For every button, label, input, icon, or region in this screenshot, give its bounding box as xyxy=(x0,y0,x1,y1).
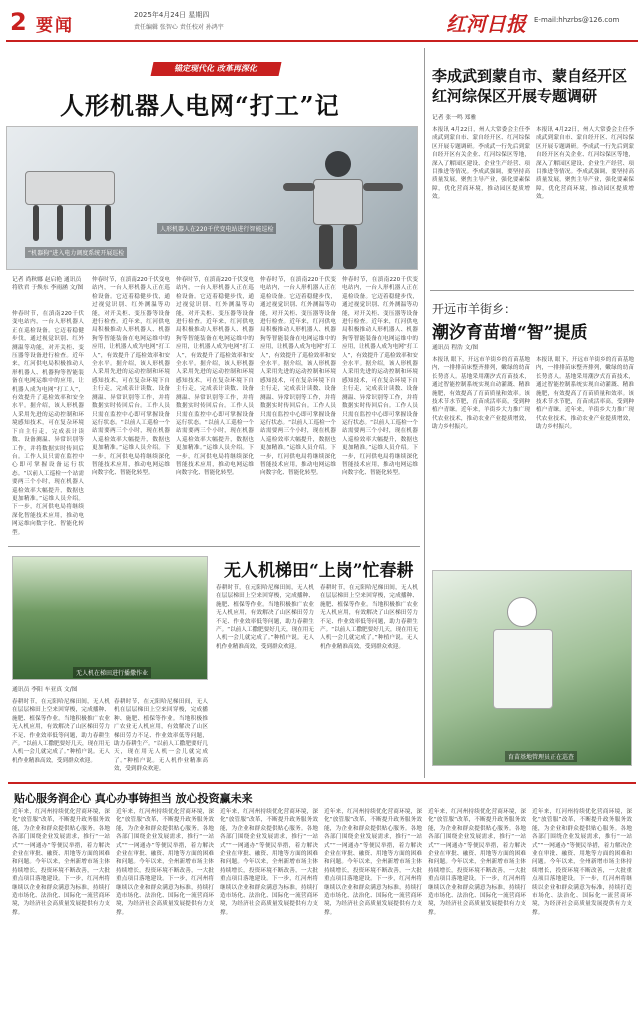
lead-body-col2: 仲春时节，在滇南220千伏变电站内，一台人形机器人正在巡检设备。它迈着稳健步伐，通过视觉识别、红外测温等功能，对开关柜、变压器等设备进行检查。近年来，红河供电局积极推动人形机器人、机器狗等智能装备在电网运维中的应用，让机器人成为电网“打工人”，有效提升了巡检效率和安全水平。据介绍，该人形机器人采用先进的运动控制和环境感知技术，可在复杂环境下自主行走，完成表计读数、设备测温、异常识别等工作，并将数据实时传回后台。工作人员只需在监控中心即可掌握设备运行状态。“以前人工巡检一个站需要两三个小时，现在机器人巡检效率大幅提升，数据也更加精准。”运维人员介绍。下一步，红河供电局将继续深化智能技术应用，推动电网运维向数字化、智能化转型。 xyxy=(92,277,170,477)
issue-date: 2025年4月24日 星期四 xyxy=(134,11,210,19)
ladder-body-col4: 春耕时节，在元阳哈尼梯田间，无人机在层层梯田上空来回穿梭，完成播种、施肥、植保等作业。当地积极推广农业无人机应用，有效解决了山区梯田劳力不足、作业效率低等问题，助力春耕生产。“以前人工撒肥要好几天，现在用无人机一会儿就完成了。”种植户说。无人机作业精准高效，受到群众欢迎。 xyxy=(320,585,418,650)
ladder-headline[interactable]: 无人机梯田“上岗”忙春耕 xyxy=(224,561,414,581)
right-top-body-col1: 本报讯 4月22日，州人大常委会主任李成武到蒙自市、蒙自经开区、红河综保区开展专题调研。李成武一行先后到蒙自经开区有关企业、红河综保区等地，深入了解园区建设、企业生产经营、项目推进等情况。李成武强调，要坚持高质量发展，聚焦主导产业，强化要素保障，优化营商环境，推动园区提质增效。 xyxy=(432,127,530,201)
ladder-body-col2: 春耕时节，在元阳哈尼梯田间，无人机在层层梯田上空来回穿梭，完成播种、施肥、植保等作业。当地积极推广农业无人机应用，有效解决了山区梯田劳力不足、作业效率低等问题，助力春耕生产。“以前人工撒肥要好几天，现在用无人机一会儿就完成了。”种植户说。无人机作业精准高效，受到群众欢迎。 xyxy=(114,699,208,773)
right-mid-headline[interactable]: 潮汐育苗增“智”提质 xyxy=(432,323,588,343)
terrace-photo-caption: 无人机在梯田进行播撒作业 xyxy=(73,667,151,678)
right-mid-body-col1: 本报讯 眼下，开远市羊街乡的育苗基地内，一排排苗床整齐排列，嫩绿的幼苗长势喜人。基地采用潮汐式育苗技术，通过智能控制系统实现自动灌溉、精准施肥，有效提高了育苗质量和效率。该技术节水节肥，育苗成活率高，受到种植户青睐。近年来，羊街乡大力推广现代农业技术，推动农业产业提质增效，助力乡村振兴。 xyxy=(432,357,530,431)
bottom-body-col2: 近年来，红河州持续优化营商环境，深化“放管服”改革，不断提升政务服务效能，为企业和群众提供贴心服务。各地各部门围绕企业发展需求，推行“一站式”“一网通办”等便民举措，着力解决企业在审批、融资、用地等方面的困难和问题。今年以来，全州新增市场主体持续增长，投资环境不断改善，一大批重点项目落地建设。下一步，红河州将继续以企业和群众满意为标准，持续打造市场化、法治化、国际化一流营商环境，为经济社会高质量发展提供有力支撑。 xyxy=(116,809,214,916)
lead-body-col5: 仲春时节，在滇南220千伏变电站内，一台人形机器人正在巡检设备。它迈着稳健步伐，通过视觉识别、红外测温等功能，对开关柜、变压器等设备进行检查。近年来，红河供电局积极推动人形机器人、机器狗等智能装备在电网运维中的应用，让机器人成为电网“打工人”，有效提升了巡检效率和安全水平。据介绍，该人形机器人采用先进的运动控制和环境感知技术，可在复杂环境下自主行走，完成表计读数、设备测温、异常识别等工作，并将数据实时传回后台。工作人员只需在监控中心即可掌握设备运行状态。“以前人工巡检一个站需要两三个小时，现在机器人巡检效率大幅提升，数据也更加精准。”运维人员介绍。下一步，红河供电局将继续深化智能技术应用，推动电网运维向数字化、智能化转型。 xyxy=(342,277,418,477)
lead-byline: 记者 尚秋娜 赵启艳 通讯员 将欣君 于焕东 李雨涵 文/图 xyxy=(12,277,84,292)
bottom-body-col5: 近年来，红河州持续优化营商环境，深化“放管服”改革，不断提升政务服务效能，为企业和群众提供贴心服务。各地各部门围绕企业发展需求，推行“一站式”“一网通办”等便民举措，着力解决企业在审批、融资、用地等方面的困难和问题。今年以来，全州新增市场主体持续增长，投资环境不断改善，一大批重点项目落地建设。下一步，红河州将继续以企业和群众满意为标准，持续打造市场化、法治化、国际化一流营商环境，为经济社会高质量发展提供有力支撑。 xyxy=(428,809,526,916)
newspaper-logo: 红河日报 xyxy=(446,12,526,36)
humanoid-robot-icon xyxy=(325,151,351,177)
lead-photo-caption-2: “机器狗”进入电力调度系统开展巡检 xyxy=(25,247,127,258)
bottom-headline[interactable]: 贴心服务润企心 真心办事铸担当 放心投资赢未来 xyxy=(14,792,253,805)
right-mid-kicker: 开远市羊街乡： xyxy=(432,302,517,316)
technician-icon xyxy=(507,597,537,627)
right-mid-byline: 通讯员 程浩 文/图 xyxy=(432,345,479,351)
bottom-body-col3: 近年来，红河州持续优化营商环境，深化“放管服”改革，不断提升政务服务效能，为企业和群众提供贴心服务。各地各部门围绕企业发展需求，推行“一站式”“一网通办”等便民举措，着力解决企业在审批、融资、用地等方面的困难和问题。今年以来，全州新增市场主体持续增长，投资环境不断改善，一大批重点项目落地建设。下一步，红河州将继续以企业和群众满意为标准，持续打造市场化、法治化、国际化一流营商环境，为经济社会高质量发展提供有力支撑。 xyxy=(220,809,318,916)
contact-email: E-mail:hhzrbs@126.com xyxy=(534,16,620,24)
robot-dog-icon xyxy=(25,171,115,205)
ladder-body-col3: 春耕时节，在元阳哈尼梯田间，无人机在层层梯田上空来回穿梭，完成播种、施肥、植保等作业。当地积极推广农业无人机应用，有效解决了山区梯田劳力不足、作业效率低等问题，助力春耕生产。“以前人工撒肥要好几天，现在用无人机一会儿就完成了。”种植户说。无人机作业精准高效，受到群众欢迎。 xyxy=(216,585,314,650)
right-top-headline[interactable]: 李成武到蒙自市、蒙自经开区红河综保区开展专题调研 xyxy=(432,67,628,105)
seedling-photo xyxy=(432,570,632,766)
terrace-photo xyxy=(12,556,208,680)
ladder-body-col1: 春耕时节，在元阳哈尼梯田间，无人机在层层梯田上空来回穿梭，完成播种、施肥、植保等作业。当地积极推广农业无人机应用，有效解决了山区梯田劳力不足、作业效率低等问题，助力春耕生产。“以前人工撒肥要好几天，现在用无人机一会儿就完成了。”种植户说。无人机作业精准高效，受到群众欢迎。 xyxy=(12,699,110,764)
lead-body-col1: 仲春时节，在滇南220千伏变电站内，一台人形机器人正在巡检设备。它迈着稳健步伐，通过视觉识别、红外测温等功能，对开关柜、变压器等设备进行检查。近年来，红河供电局积极推动人形机器人、机器狗等智能装备在电网运维中的应用，让机器人成为电网“打工人”，有效提升了巡检效率和安全水平。据介绍，该人形机器人采用先进的运动控制和环境感知技术，可在复杂环境下自主行走，完成表计读数、设备测温、异常识别等工作，并将数据实时传回后台。工作人员只需在监控中心即可掌握设备运行状态。“以前人工巡检一个站需要两三个小时，现在机器人巡检效率大幅提升，数据也更加精准。”运维人员介绍。下一步，红河供电局将继续深化智能技术应用，推动电网运维向数字化、智能化转型。 xyxy=(12,311,84,536)
seedling-photo-caption: 育苗基地管理员正在巡查 xyxy=(505,751,577,762)
ladder-byline: 通讯员 李阳 车亚真 文/图 xyxy=(12,687,78,693)
bottom-body-col1: 近年来，红河州持续优化营商环境，深化“放管服”改革，不断提升政务服务效能，为企业和群众提供贴心服务。各地各部门围绕企业发展需求，推行“一站式”“一网通办”等便民举措，着力解决企业在审批、融资、用地等方面的困难和问题。今年以来，全州新增市场主体持续增长，投资环境不断改善，一大批重点项目落地建设。下一步，红河州将继续以企业和群众满意为标准，持续打造市场化、法治化、国际化一流营商环境，为经济社会高质量发展提供有力支撑。 xyxy=(12,809,110,916)
right-mid-body-col2: 本报讯 眼下，开远市羊街乡的育苗基地内，一排排苗床整齐排列，嫩绿的幼苗长势喜人。基地采用潮汐式育苗技术，通过智能控制系统实现自动灌溉、精准施肥，有效提高了育苗质量和效率。该技术节水节肥，育苗成活率高，受到种植户青睐。近年来，羊街乡大力推广现代农业技术，推动农业产业提质增效，助力乡村振兴。 xyxy=(536,357,634,431)
lead-banner: 锚定现代化 改革再深化 xyxy=(151,62,282,76)
lead-body-col3: 仲春时节，在滇南220千伏变电站内，一台人形机器人正在巡检设备。它迈着稳健步伐，通过视觉识别、红外测温等功能，对开关柜、变压器等设备进行检查。近年来，红河供电局积极推动人形机器人、机器狗等智能装备在电网运维中的应用，让机器人成为电网“打工人”，有效提升了巡检效率和安全水平。据介绍，该人形机器人采用先进的运动控制和环境感知技术，可在复杂环境下自主行走，完成表计读数、设备测温、异常识别等工作，并将数据实时传回后台。工作人员只需在监控中心即可掌握设备运行状态。“以前人工巡检一个站需要两三个小时，现在机器人巡检效率大幅提升，数据也更加精准。”运维人员介绍。下一步，红河供电局将继续深化智能技术应用，推动电网运维向数字化、智能化转型。 xyxy=(176,277,254,477)
page-number: 2 xyxy=(10,8,27,36)
right-top-byline: 记者 张一鸣 郑雅 xyxy=(432,115,477,121)
lead-headline[interactable]: 人形机器人电网“打工”记 xyxy=(60,91,340,120)
bottom-body-col4: 近年来，红河州持续优化营商环境，深化“放管服”改革，不断提升政务服务效能，为企业和群众提供贴心服务。各地各部门围绕企业发展需求，推行“一站式”“一网通办”等便民举措，着力解决企业在审批、融资、用地等方面的困难和问题。今年以来，全州新增市场主体持续增长，投资环境不断改善，一大批重点项目落地建设。下一步，红河州将继续以企业和群众满意为标准，持续打造市场化、法治化、国际化一流营商环境，为经济社会高质量发展提供有力支撑。 xyxy=(324,809,422,916)
lead-body-col4: 仲春时节，在滇南220千伏变电站内，一台人形机器人正在巡检设备。它迈着稳健步伐，通过视觉识别、红外测温等功能，对开关柜、变压器等设备进行检查。近年来，红河供电局积极推动人形机器人、机器狗等智能装备在电网运维中的应用，让机器人成为电网“打工人”，有效提升了巡检效率和安全水平。据介绍，该人形机器人采用先进的运动控制和环境感知技术，可在复杂环境下自主行走，完成表计读数、设备测温、异常识别等工作，并将数据实时传回后台。工作人员只需在监控中心即可掌握设备运行状态。“以前人工巡检一个站需要两三个小时，现在机器人巡检效率大幅提升，数据也更加精准。”运维人员介绍。下一步，红河供电局将继续深化智能技术应用，推动电网运维向数字化、智能化转型。 xyxy=(260,277,336,477)
right-top-body-col2: 本报讯 4月22日，州人大常委会主任李成武到蒙自市、蒙自经开区、红河综保区开展专题调研。李成武一行先后到蒙自经开区有关企业、红河综保区等地，深入了解园区建设、企业生产经营、项目推进等情况。李成武强调，要坚持高质量发展，聚焦主导产业，强化要素保障，优化营商环境，推动园区提质增效。 xyxy=(536,127,634,201)
section-name: 要闻 xyxy=(36,16,74,36)
masthead xyxy=(6,6,638,42)
bottom-body-col6: 近年来，红河州持续优化营商环境，深化“放管服”改革，不断提升政务服务效能，为企业和群众提供贴心服务。各地各部门围绕企业发展需求，推行“一站式”“一网通办”等便民举措，着力解决企业在审批、融资、用地等方面的困难和问题。今年以来，全州新增市场主体持续增长，投资环境不断改善，一大批重点项目落地建设。下一步，红河州将继续以企业和群众满意为标准，持续打造市场化、法治化、国际化一流营商环境，为经济社会高质量发展提供有力支撑。 xyxy=(532,809,632,916)
editors-line: 责任编辑 张智心 责任校对 孙鸿宇 xyxy=(134,24,224,31)
lead-photo xyxy=(6,126,418,270)
lead-photo-caption-1: 人形机器人在220千伏变电站进行智能巡检 xyxy=(157,223,276,234)
